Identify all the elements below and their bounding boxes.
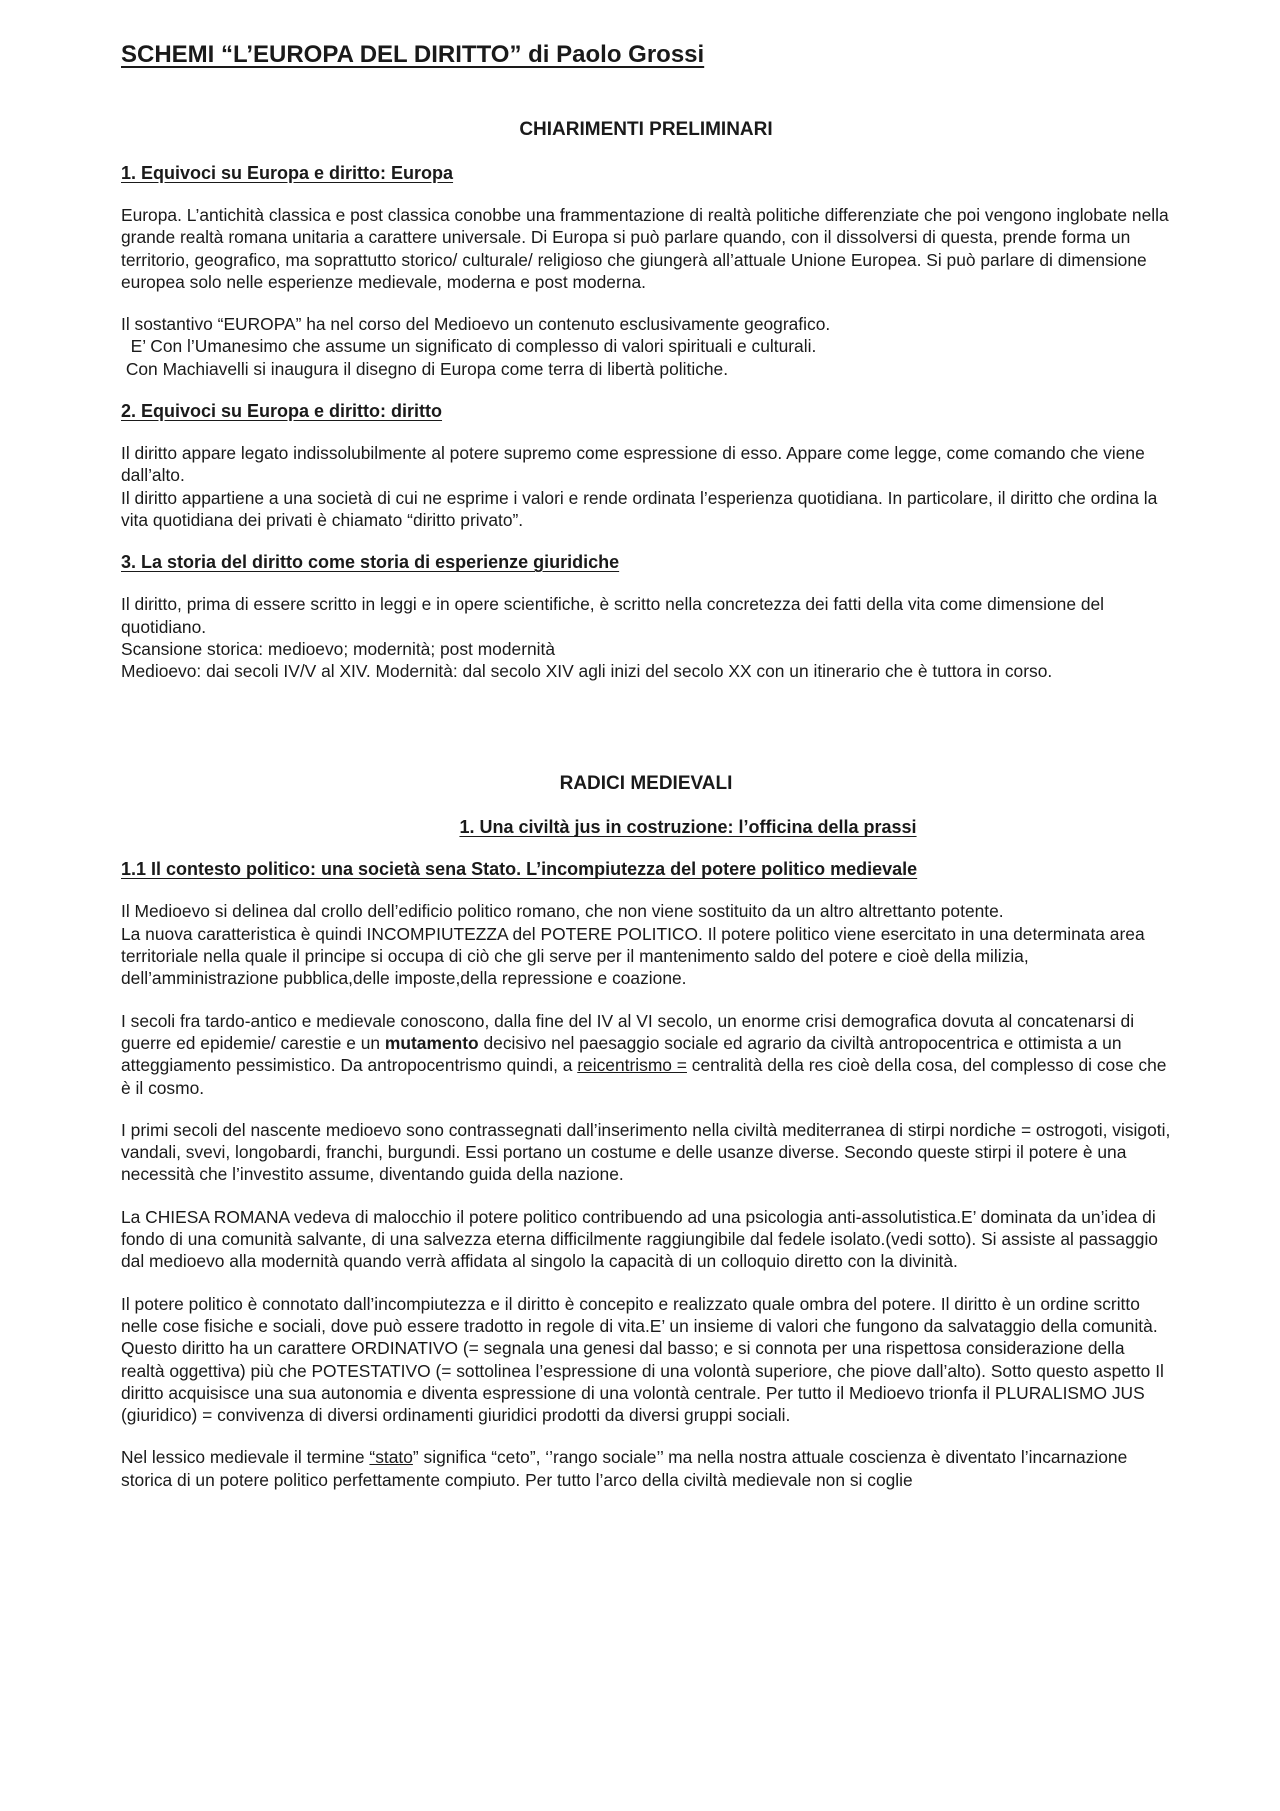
text-line: Il diritto, prima di essere scritto in leggi e in opere scientifiche, è scritto nella concretezza dei fatti della vita come dimensione del quotidiano. — [121, 594, 1105, 637]
heading-storia-diritto: 3. La storia del diritto come storia di esperienze giuridiche — [121, 552, 620, 573]
text-run: I secoli fra tardo-antico e medievale conoscono, dalla fine del IV al VI secolo, un enorme crisi demografica dovuta al concatenarsi di guerre ed epidemie/ carestie e un — [121, 1010, 1135, 1053]
text-line: Il diritto appare legato indissolubilmente al potere supremo come espressione di esso. Appare come legge, come comando che viene dall’alto. — [121, 443, 1145, 486]
text-run: decisivo nel paesaggio sociale ed agrario da civiltà antropocentrica e ottimista a un atteggiamento pessimistico. Da antropocentrismo quindi, a — [121, 1032, 1122, 1076]
paragraph-sostantivo-europa — [121, 313, 1171, 380]
paragraph-storia-diritto — [121, 593, 1171, 682]
bold-term: mutamento — [384, 1032, 479, 1053]
document-page — [121, 40, 1171, 1511]
paragraph-stirpi-nordiche: I primi secoli del nascente medioevo sono contrassegnati dall’inserimento nella civiltà mediterranea di stirpi nordiche = ostrogoti, visigoti, vandali, svevi, longobardi, franchi, burgundi. Essi portano un costume e delle usanze diverse. Secondo queste stirpi il potere è una necessità che l’investito assume, diventando guida della nazione. — [121, 1119, 1171, 1185]
underlined-term: reicentrismo = — [577, 1055, 687, 1076]
text-line: Il diritto appartiene a una società di cui ne esprime i valori e rende ordinata l’esperienza quotidiana. In particolare, il diritto che ordina la vita quotidiana dei privati è chiamato “diritto privato”. — [121, 487, 1158, 530]
text-run: Nel lessico medievale il termine — [121, 1447, 370, 1468]
section-title-chiarimenti: CHIARIMENTI PRELIMINARI — [519, 119, 773, 140]
document-title: SCHEMI “L’EUROPA DEL DIRITTO” di Paolo Grossi — [121, 41, 705, 68]
paragraph-chiesa-romana: La CHIESA ROMANA vedeva di malocchio il potere politico contribuendo ad una psicologia anti-assolutistica.E’ dominata da un’idea di fondo di una comunità salvante, di una salvezza eterna difficilmente raggiungibile dal fedele isolato.(vedi sotto). Si assiste al passaggio dal medioevo alla modernità quando verrà affidata al singolo la capacità di un colloquio diretto con la divinità. — [121, 1206, 1158, 1272]
text-line: Con Machiavelli si inaugura il disegno di Europa come terra di libertà politiche. — [121, 358, 729, 379]
text-run: ” significa “ceto”, ‘’rango sociale’’ ma nella nostra attuale coscienza è diventato l’incarnazione storica di un potere politico perfettamente compiuto. Per tutto l’arco della civiltà medievale non si coglie — [121, 1447, 1128, 1490]
underlined-term: “stato — [369, 1447, 413, 1468]
text-line: Medioevo: dai secoli IV/V al XIV. Modernità: dal secolo XIV agli inizi del secolo XX con un itinerario che è tuttora in corso. — [121, 661, 1053, 682]
text-line: E’ Con l’Umanesimo che assume un significato di complesso di valori spirituali e culturali. — [121, 336, 817, 357]
heading-equivoci-diritto: 2. Equivoci su Europa e diritto: diritto — [121, 401, 443, 422]
paragraph-europa: Europa. L’antichità classica e post classica conobbe una frammentazione di realtà politiche differenziate che poi vengono inglobate nella grande realtà romana unitaria a carattere universale. Di Europa si può parlare quando, con il dissolversi di questa, prende forma un territorio, geografico, ma soprattutto storico/ culturale/ religioso che giungerà all’attuale Unione Europea. Si può parlare di dimensione europea solo nelle esperienze medievale, moderna e post moderna. — [121, 205, 1169, 292]
heading-civilta-jus: 1. Una civiltà jus in costruzione: l’officina della prassi — [459, 817, 917, 838]
section-title-radici: RADICI MEDIEVALI — [559, 773, 733, 795]
text-line: Il Medioevo si delinea dal crollo dell’edificio politico romano, che non viene sostituito da un altro altrettanto potente. — [121, 901, 1004, 922]
text-run: centralità della res cioè della cosa, del complesso di cose che è il cosmo. — [121, 1055, 1167, 1098]
heading-equivoci-europa: 1. Equivoci su Europa e diritto: Europa — [121, 163, 454, 183]
paragraph-diritto — [121, 442, 1171, 531]
paragraph-secoli-crisi — [121, 1010, 1171, 1099]
section-spacer — [121, 702, 1171, 772]
heading-contesto-politico: 1.1 Il contesto politico: una società sena Stato. L’incompiutezza del potere politico medievale — [121, 859, 918, 880]
paragraph-potere-politico: Il potere politico è connotato dall’incompiutezza e il diritto è concepito e realizzato quale ombra del potere. Il diritto è un ordine scritto nelle cose fisiche e sociali, dove può essere tradotto in regole di vita.E’ un insieme di valori che fungono da salvataggio della comunità. Questo diritto ha un carattere ORDINATIVO (= segnala una genesi dal basso; e si connota per una rispettosa considerazione della realtà oggettiva) più che POTESTATIVO (= sottolinea l’espressione di una volontà superiore, che piove dall’alto). Sotto questo aspetto Il diritto acquisisce una sua autonomia e diventa espressione di una volontà centrale. Per tutto il Medioevo trionfa il PLURALISMO JUS (giuridico) = convivenza di diversi ordinamenti giuridici prodotti da diversi gruppi sociali. — [121, 1293, 1164, 1426]
paragraph-medioevo-crollo — [121, 900, 1171, 989]
text-line: La nuova caratteristica è quindi INCOMPIUTEZZA del POTERE POLITICO. Il potere politico viene esercitato in una determinata area territoriale nella quale il principe si occupa di ciò che gli serve per il mantenimento saldo del potere e cioè della milizia, dell’amministrazione pubblica,delle imposte,della repressione e coazione. — [121, 923, 1145, 989]
paragraph-lessico-stato — [121, 1446, 1171, 1491]
text-line: Scansione storica: medioevo; modernità; post modernità — [121, 638, 556, 659]
text-line: Il sostantivo “EUROPA” ha nel corso del Medioevo un contenuto esclusivamente geografico. — [121, 314, 831, 335]
